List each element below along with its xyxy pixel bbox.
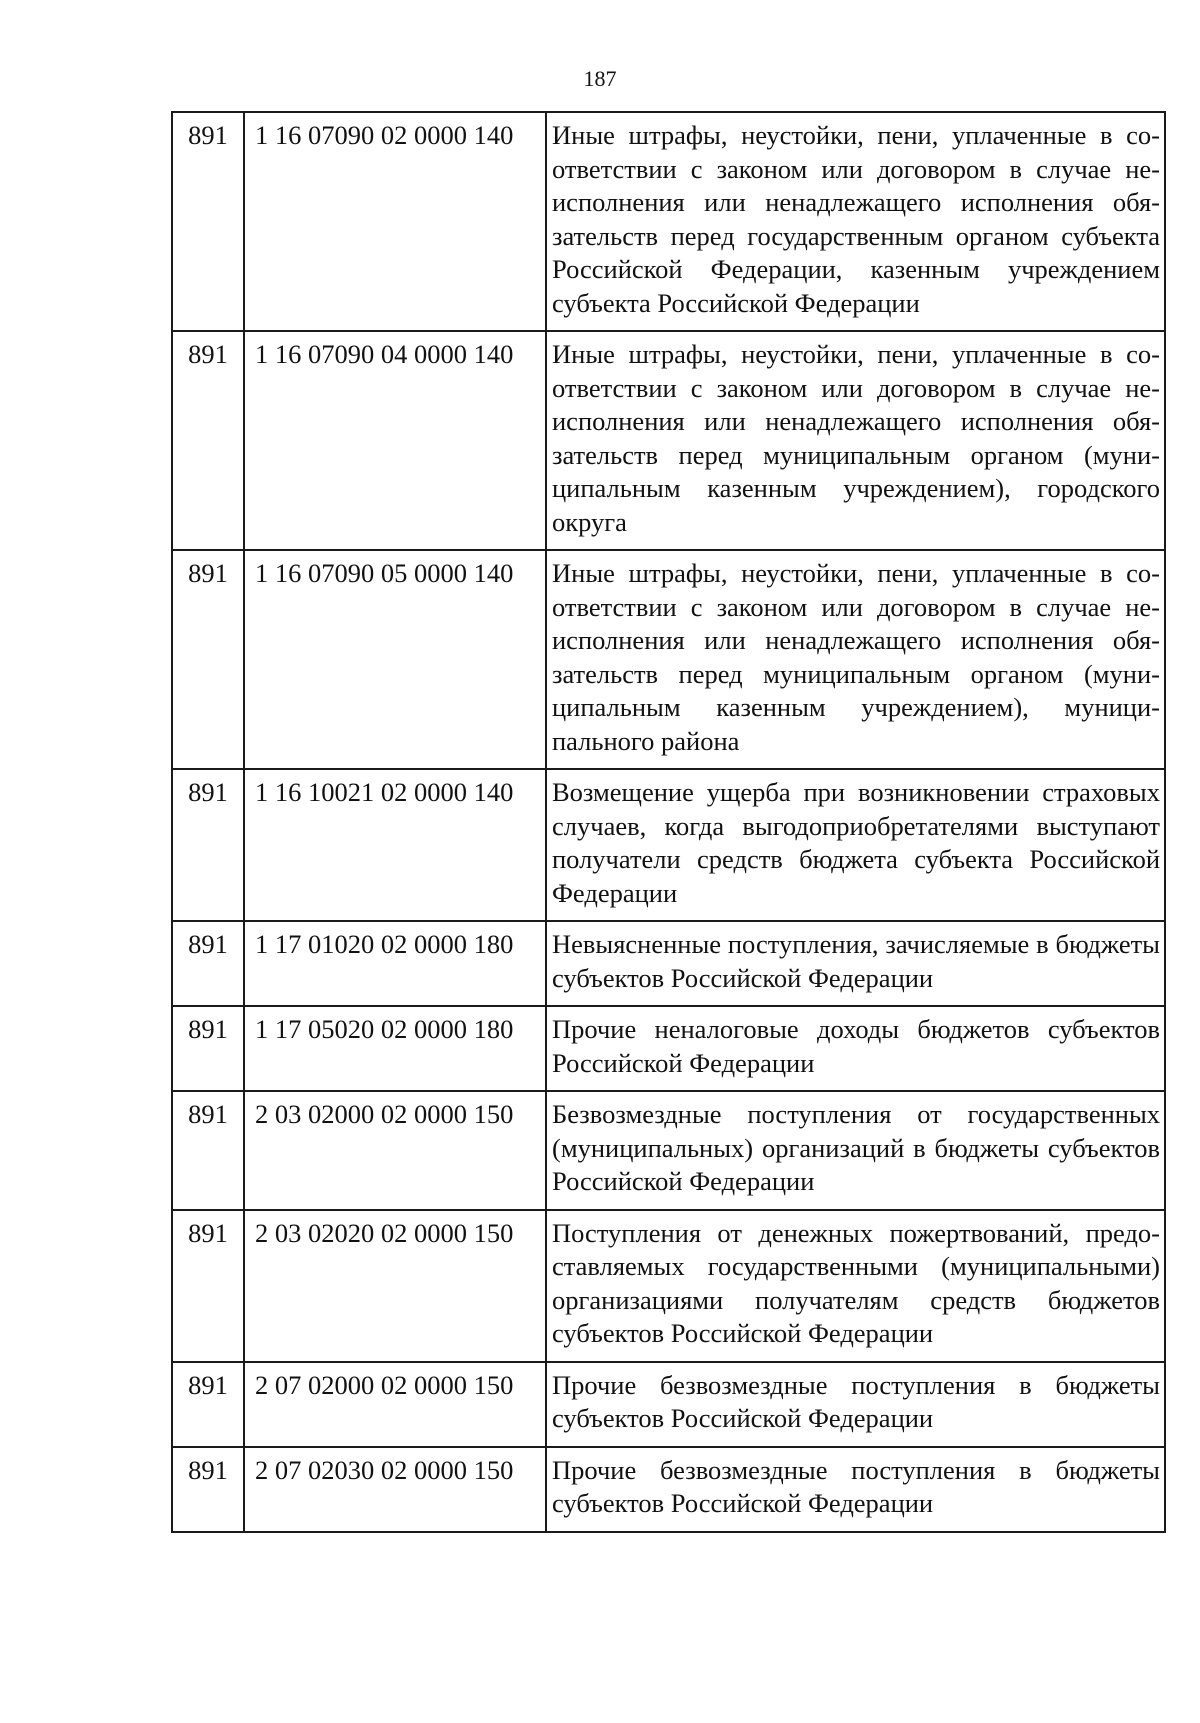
budget-code-cell: 2 07 02030 02 0000 150 — [244, 1447, 546, 1532]
admin-code-cell: 891 — [172, 1006, 244, 1091]
table-row — [172, 1447, 1165, 1532]
page-number: 187 — [583, 66, 617, 91]
admin-code-cell: 891 — [172, 1362, 244, 1447]
budget-code-cell: 1 16 07090 04 0000 140 — [244, 331, 546, 550]
description-cell: Невыясненные поступления, зачисляемые в бюджеты субъектов Российской Федерации — [546, 921, 1165, 1006]
admin-code-cell: 891 — [172, 550, 244, 769]
admin-code-cell: 891 — [172, 1091, 244, 1210]
description-cell: Иные штрафы, неустойки, пени, уплаченные в соответствии с законом или договором в случае неисполнения или ненадлежащего исполнения обязательств перед государственным органом субъекта Российской Федерации, казенным учреждением субъекта Российской Федерации — [546, 112, 1165, 331]
description-cell: Прочие безвозмездные поступления в бюджеты субъектов Российской Федерации — [546, 1362, 1165, 1447]
admin-code-cell: 891 — [172, 1447, 244, 1532]
description-cell: Безвозмездные поступления от государственных (муниципальных) организаций в бюджеты субъектов Российской Федерации — [546, 1091, 1165, 1210]
budget-code-cell: 2 03 02000 02 0000 150 — [244, 1091, 546, 1210]
table-row — [172, 550, 1165, 769]
table-row — [172, 1006, 1165, 1091]
budget-code-cell: 1 16 07090 02 0000 140 — [244, 112, 546, 331]
table-row — [172, 112, 1165, 331]
admin-code-cell: 891 — [172, 769, 244, 921]
description-cell: Возмещение ущерба при возникновении страховых случаев, когда выгодоприобретателями выступают получатели средств бюджета субъекта Российской Федерации — [546, 769, 1165, 921]
table-row — [172, 1210, 1165, 1362]
description-cell: Прочие неналоговые доходы бюджетов субъектов Российской Федерации — [546, 1006, 1165, 1091]
budget-code-cell: 1 17 05020 02 0000 180 — [244, 1006, 546, 1091]
table-row — [172, 921, 1165, 1006]
description-cell: Прочие безвозмездные поступления в бюджеты субъектов Российской Федерации — [546, 1447, 1165, 1532]
description-cell: Иные штрафы, неустойки, пени, уплаченные в соответствии с законом или договором в случае неисполнения или ненадлежащего исполнения обязательств перед муниципальным органом (муниципальным казенным учреждением), муниципального района — [546, 550, 1165, 769]
admin-code-cell: 891 — [172, 112, 244, 331]
description-cell: Иные штрафы, неустойки, пени, уплаченные в соответствии с законом или договором в случае неисполнения или ненадлежащего исполнения обязательств перед муниципальным органом (муниципальным казенным учреждением), городского округа — [546, 331, 1165, 550]
description-cell: Поступления от денежных пожертвований, предоставляемых государственными (муниципальными) организациями получателям средств бюджетов субъектов Российской Федерации — [546, 1210, 1165, 1362]
budget-codes-table — [171, 111, 1166, 1533]
admin-code-cell: 891 — [172, 331, 244, 550]
budget-code-cell: 1 16 10021 02 0000 140 — [244, 769, 546, 921]
table-row — [172, 331, 1165, 550]
budget-code-cell: 2 07 02000 02 0000 150 — [244, 1362, 546, 1447]
admin-code-cell: 891 — [172, 1210, 244, 1362]
budget-code-cell: 1 17 01020 02 0000 180 — [244, 921, 546, 1006]
budget-code-cell: 1 16 07090 05 0000 140 — [244, 550, 546, 769]
table-row — [172, 1091, 1165, 1210]
table-row — [172, 769, 1165, 921]
table-row — [172, 1362, 1165, 1447]
admin-code-cell: 891 — [172, 921, 244, 1006]
table-body — [172, 112, 1165, 1532]
budget-code-cell: 2 03 02020 02 0000 150 — [244, 1210, 546, 1362]
